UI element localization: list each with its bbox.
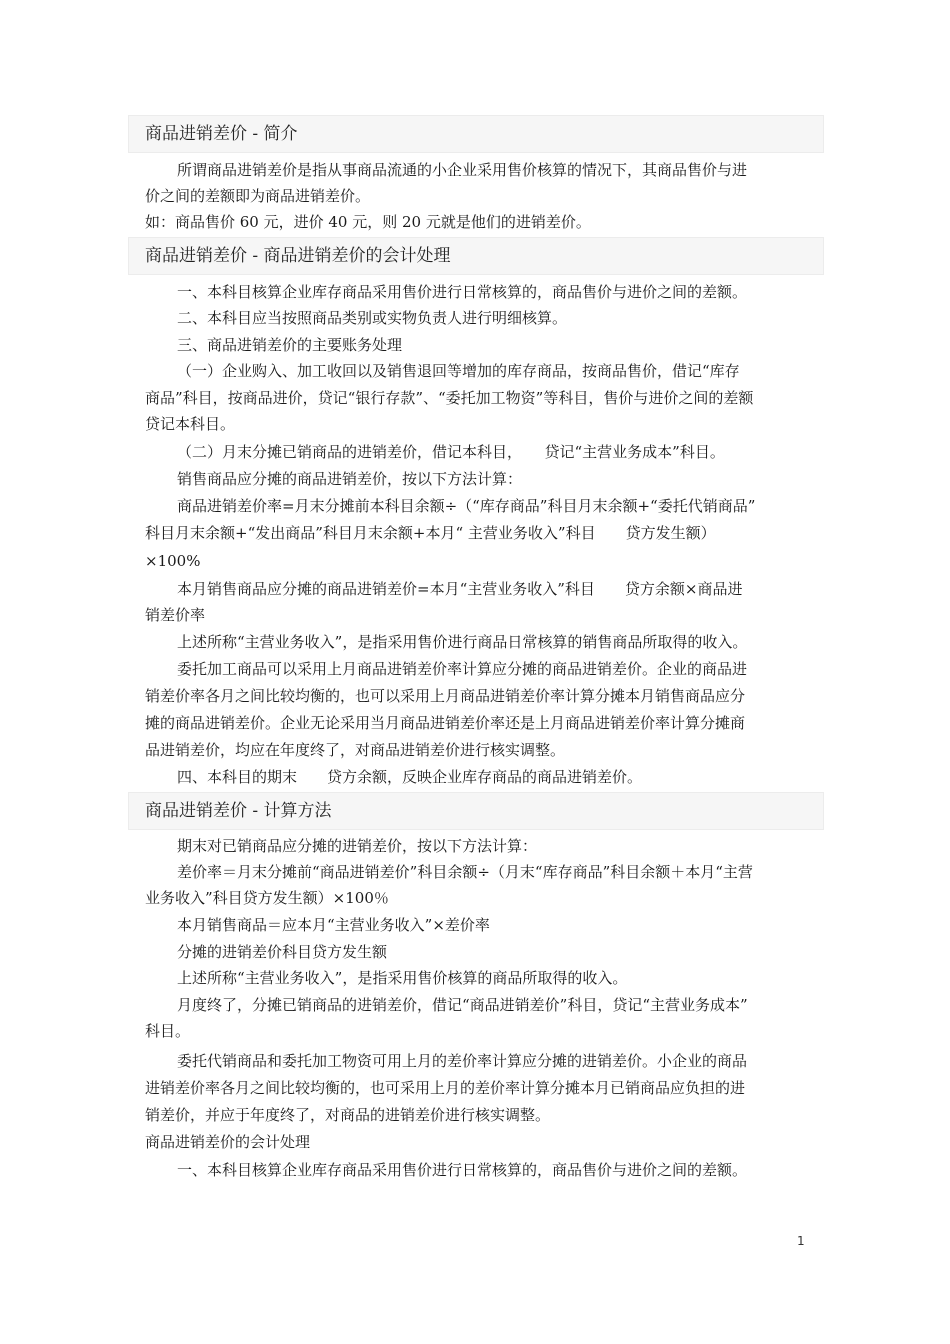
paragraph-line: 如：商品售价 60 元，进价 40 元，则 20 元就是他们的进销差价。 xyxy=(145,213,591,231)
paragraph-line: 三、商品进销差价的主要账务处理 xyxy=(177,336,403,354)
section-heading-calculation: 商品进销差价 - 计算方法 xyxy=(128,792,824,830)
paragraph-line: 商品”科目，按商品进价，贷记“银行存款”、“委托加工物资”等科目，售价与进价之间的差额 xyxy=(145,389,754,407)
section-heading-intro: 商品进销差价 - 简介 xyxy=(128,115,824,153)
paragraph-line: 商品进销差价率=月末分摊前本科目余额÷（“库存商品”科目月末余额+“委托代销商品” xyxy=(177,497,756,515)
paragraph-line: 贷记本科目。 xyxy=(145,415,236,433)
paragraph-line: 期末对已销商品应分摊的进销差价，按以下方法计算： xyxy=(177,837,538,855)
paragraph-line: 销差价率 xyxy=(145,606,206,624)
paragraph-line: 委托加工商品可以采用上月商品进销差价率计算应分摊的商品进销差价。企业的商品进 xyxy=(177,660,748,678)
paragraph-line: 摊的商品进销差价。企业无论采用当月商品进销差价率还是上月商品进销差价率计算分摊商 xyxy=(145,714,746,732)
paragraph-line: 科目。 xyxy=(145,1022,191,1040)
paragraph-line: 一、本科目核算企业库存商品采用售价进行日常核算的，商品售价与进价之间的差额。 xyxy=(177,1161,748,1179)
section-heading-accounting: 商品进销差价 - 商品进销差价的会计处理 xyxy=(128,237,824,275)
paragraph-line: 上述所称“主营业务收入”，是指采用售价核算的商品所取得的收入。 xyxy=(177,969,628,987)
paragraph-line: 四、本科目的期末 贷方余额，反映企业库存商品的商品进销差价。 xyxy=(177,768,643,786)
paragraph-line: 销差价率各月之间比较均衡的，也可以采用上月商品进销差价率计算分摊本月销售商品应分 xyxy=(145,687,746,705)
paragraph-line: 销售商品应分摊的商品进销差价，按以下方法计算： xyxy=(177,470,523,488)
paragraph-line: （二）月末分摊已销商品的进销差价，借记本科目， 贷记“主营业务成本”科目。 xyxy=(177,443,725,461)
paragraph-line: 所谓商品进销差价是指从事商品流通的小企业采用售价核算的情况下，其商品售价与进 xyxy=(177,161,748,179)
paragraph-line: 销差价，并应于年度终了，对商品的进销差价进行核实调整。 xyxy=(145,1106,551,1124)
paragraph-line: 上述所称“主营业务收入”，是指采用售价进行商品日常核算的销售商品所取得的收入。 xyxy=(177,633,748,651)
paragraph-line: 二、本科目应当按照商品类别或实物负责人进行明细核算。 xyxy=(177,309,568,327)
page-number: 1 xyxy=(797,1234,805,1248)
paragraph-line: 进销差价率各月之间比较均衡的，也可采用上月的差价率计算分摊本月已销商品应负担的进 xyxy=(145,1079,746,1097)
paragraph-line: 商品进销差价的会计处理 xyxy=(145,1133,311,1151)
paragraph-line: 月度终了，分摊已销商品的进销差价，借记“商品进销差价”科目，贷记“主营业务成本” xyxy=(177,996,748,1014)
paragraph-line: 价之间的差额即为商品进销差价。 xyxy=(145,187,371,205)
paragraph-line: 科目月末余额+“发出商品”科目月末余额+本月“ 主营业务收入”科目 贷方发生额） xyxy=(145,524,716,542)
paragraph-line: 品进销差价，均应在年度终了，对商品进销差价进行核实调整。 xyxy=(145,741,566,759)
paragraph-line: 本月销售商品应分摊的商品进销差价=本月“主营业务收入”科目 贷方余额×商品进 xyxy=(177,580,743,598)
paragraph-line: 一、本科目核算企业库存商品采用售价进行日常核算的，商品售价与进价之间的差额。 xyxy=(177,283,748,301)
paragraph-line: 业务收入”科目贷方发生额）×100％ xyxy=(145,889,389,907)
paragraph-line: （一）企业购入、加工收回以及销售退回等增加的库存商品，按商品售价，借记“库存 xyxy=(177,362,740,380)
paragraph-line: 分摊的进销差价科目贷方发生额 xyxy=(177,943,388,961)
paragraph-line: 差价率＝月末分摊前“商品进销差价”科目余额÷（月末“库存商品”科目余额＋本月“主营 xyxy=(177,863,753,881)
paragraph-line: ×100% xyxy=(145,552,201,570)
paragraph-line: 委托代销商品和委托加工物资可用上月的差价率计算应分摊的进销差价。小企业的商品 xyxy=(177,1052,748,1070)
paragraph-line: 本月销售商品＝应本月“主营业务收入”×差价率 xyxy=(177,916,490,934)
